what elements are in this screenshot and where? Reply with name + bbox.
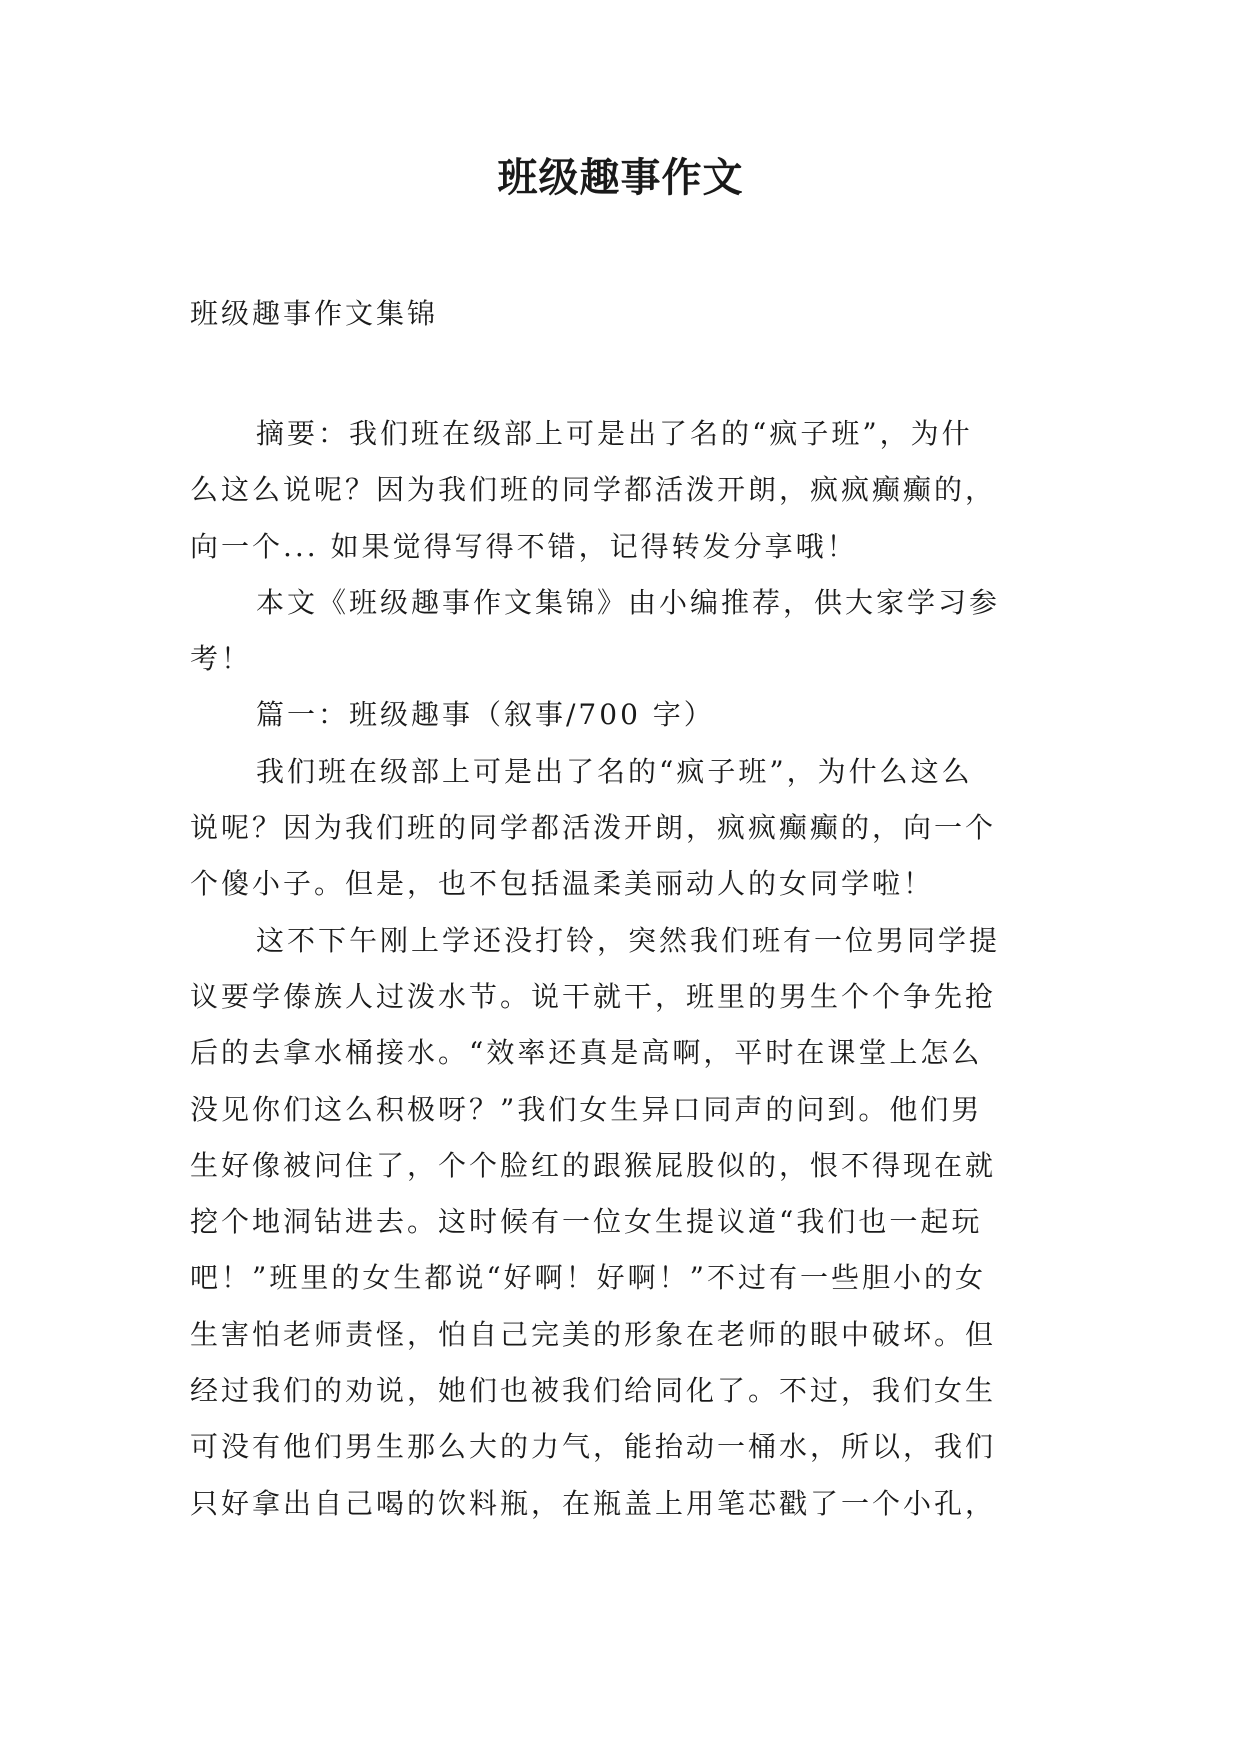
text-line: 可没有他们男生那么大的力气，能抬动一桶水，所以，我们: [190, 1430, 997, 1464]
text-line: 生好像被问住了，个个脸红的跟猴屁股似的，恨不得现在就: [190, 1148, 997, 1182]
text-line: 经过我们的劝说，她们也被我们给同化了。不过，我们女生: [190, 1374, 997, 1408]
document-title: 班级趣事作文: [497, 155, 744, 201]
document-subtitle: 班级趣事作文集锦: [190, 297, 439, 330]
text-line: 吧！”班里的女生都说“好啊！好啊！”不过有一些胆小的女: [190, 1261, 986, 1295]
text-line: 么这么说呢？因为我们班的同学都活泼开朗，疯疯癫癫的，: [190, 473, 997, 507]
text-line: 后的去拿水桶接水。“效率还真是高啊，平时在课堂上怎么: [190, 1036, 983, 1070]
text-line: 议要学傣族人过泼水节。说干就干，班里的男生个个争先抢: [190, 979, 997, 1013]
text-line: 考！: [190, 642, 253, 676]
text-line: 说呢？因为我们班的同学都活泼开朗，疯疯癫癫的，向一个: [190, 811, 997, 845]
document-body: [190, 406, 1052, 1532]
text-line: 只好拿出自己喝的饮料瓶，在瓶盖上用笔芯戳了一个小孔，: [190, 1486, 997, 1520]
section-heading: 篇一：班级趣事（叙事/700 字）: [256, 698, 715, 732]
text-line: 这不下午刚上学还没打铃，突然我们班有一位男同学提: [256, 923, 1001, 957]
text-line: 本文《班级趣事作文集锦》由小编推荐，供大家学习参: [256, 585, 1001, 619]
text-line: 我们班在级部上可是出了名的“疯子班”，为什么这么: [256, 754, 973, 788]
text-line: 个傻小子。但是，也不包括温柔美丽动人的女同学啦！: [190, 867, 935, 901]
text-line: 挖个地洞钻进去。这时候有一位女生提议道“我们也一起玩: [190, 1205, 983, 1239]
text-line: 向一个... 如果觉得写得不错，记得转发分享哦！: [190, 529, 858, 563]
text-line: 没见你们这么积极呀？”我们女生异口同声的问到。他们男: [190, 1092, 983, 1126]
text-line: 摘要：我们班在级部上可是出了名的“疯子班”，为什: [256, 417, 973, 450]
text-line: 生害怕老师责怪，怕自己完美的形象在老师的眼中破坏。但: [190, 1317, 997, 1351]
